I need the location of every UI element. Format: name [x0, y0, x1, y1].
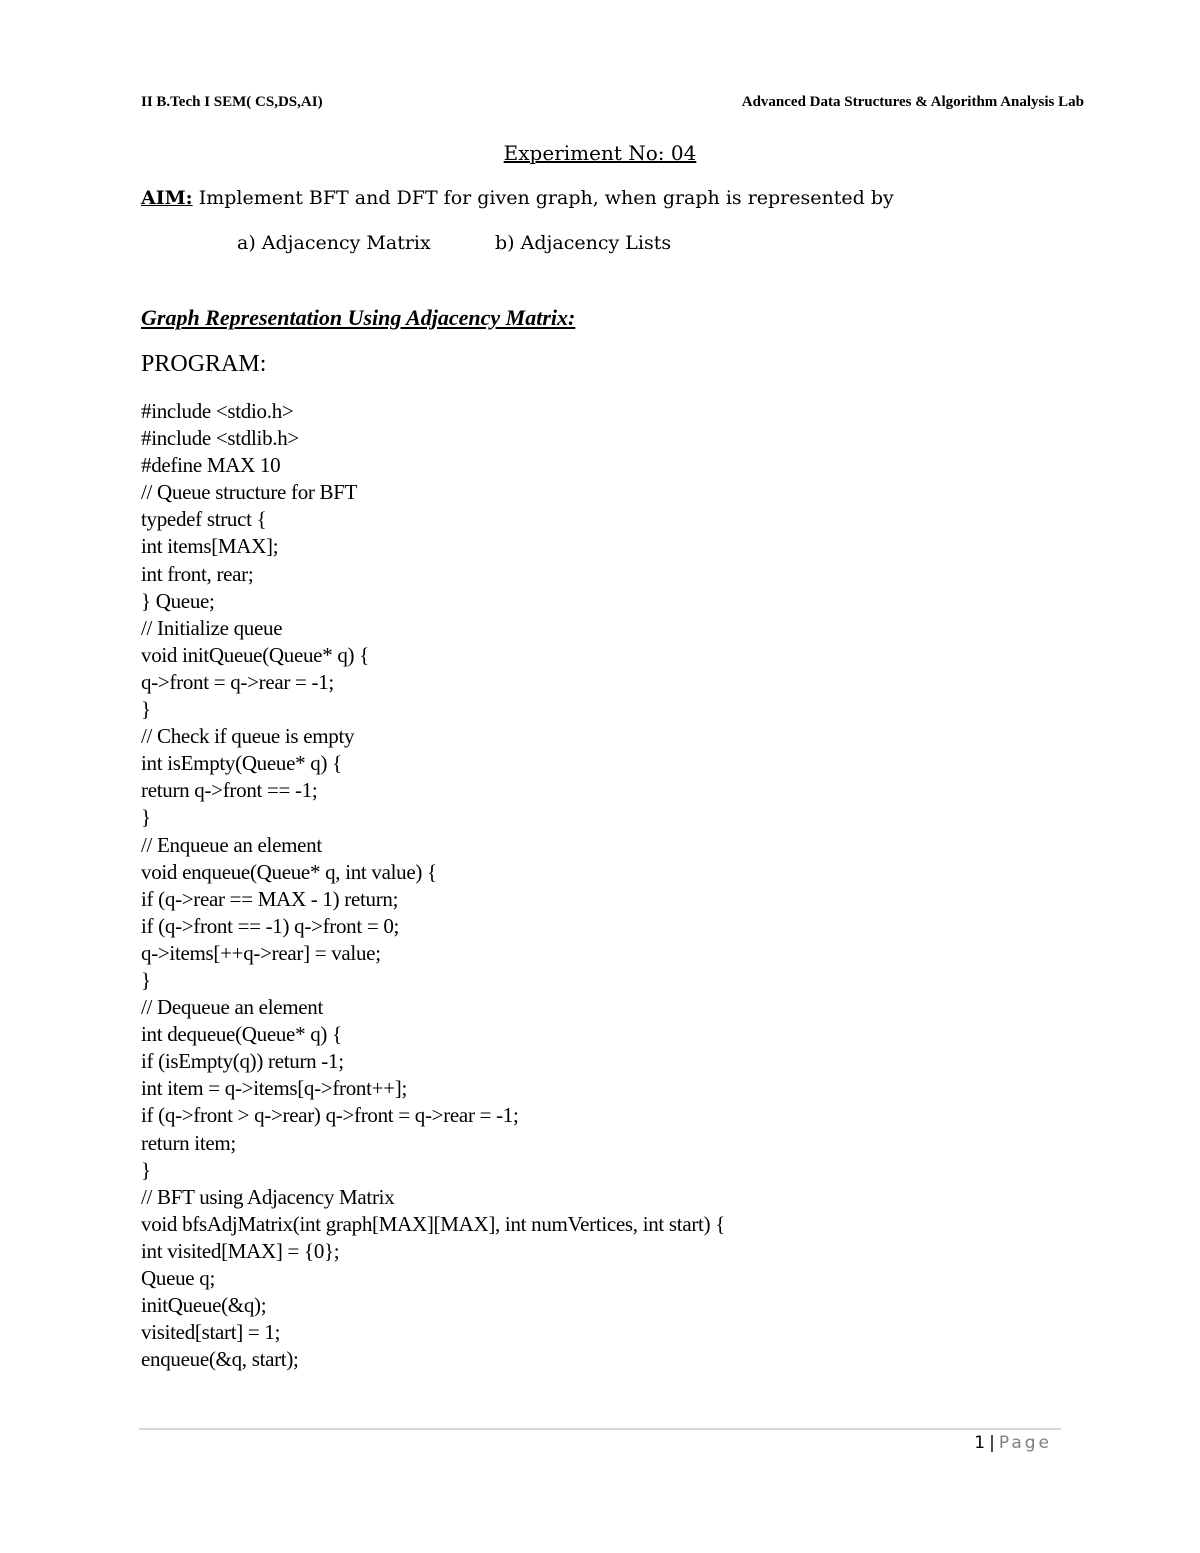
code-block [141, 398, 725, 1373]
aim-text: Implement BFT and DFT for given graph, when graph is represented by [192, 187, 894, 209]
code-line: int front, rear; [141, 561, 254, 586]
code-line: int visited[MAX] = {0}; [141, 1238, 340, 1263]
header-course: II B.Tech I SEM( CS,DS,AI) [141, 94, 323, 110]
code-line: q->items[++q->rear] = value; [141, 940, 381, 965]
code-line: return q->front == -1; [141, 778, 318, 803]
code-line: #include <stdio.h> [141, 399, 294, 423]
code-line: if (q->rear == MAX - 1) return; [141, 886, 399, 911]
code-line: if (q->front == -1) q->front = 0; [141, 913, 400, 938]
option-b: b) Adjacency Lists [495, 232, 672, 254]
code-line: enqueue(&q, start); [141, 1347, 299, 1372]
code-line: visited[start] = 1; [141, 1320, 281, 1345]
code-line: int dequeue(Queue* q) { [141, 1022, 342, 1047]
code-line: } [141, 697, 151, 722]
code-line: } [141, 805, 151, 830]
code-line: void bfsAdjMatrix(int graph[MAX][MAX], int numVertices, int start) { [141, 1211, 725, 1236]
footer-divider [139, 1428, 1061, 1430]
representation-options [237, 232, 672, 254]
code-line: typedef struct { [141, 507, 267, 532]
code-line: // Initialize queue [141, 615, 283, 640]
aim-label: AIM [141, 187, 186, 209]
code-line: // Enqueue an element [141, 832, 322, 857]
page-word: Page [998, 1433, 1052, 1453]
code-line: int item = q->items[q->front++]; [141, 1076, 407, 1101]
section-heading: Graph Representation Using Adjacency Matrix: [141, 305, 576, 330]
code-line: } [141, 967, 151, 992]
code-line: } [141, 1157, 151, 1182]
program-label: PROGRAM: [141, 351, 267, 377]
code-line: void enqueue(Queue* q, int value) { [141, 859, 437, 884]
page-footer [974, 1433, 1052, 1453]
page-number: 1 [974, 1433, 986, 1453]
page-separator: | [989, 1433, 995, 1453]
code-line: // Check if queue is empty [141, 724, 355, 749]
code-line: int items[MAX]; [141, 534, 279, 559]
code-line: // BFT using Adjacency Matrix [141, 1184, 395, 1209]
code-line: return item; [141, 1130, 236, 1155]
code-line: #include <stdlib.h> [141, 426, 299, 451]
code-line: if (isEmpty(q)) return -1; [141, 1049, 344, 1074]
aim-colon: : [185, 187, 193, 209]
code-line: // Queue structure for BFT [141, 480, 358, 505]
option-a: a) Adjacency Matrix [237, 232, 431, 254]
code-line: q->front = q->rear = -1; [141, 669, 334, 694]
code-line: int isEmpty(Queue* q) { [141, 751, 342, 776]
code-line: // Dequeue an element [141, 995, 324, 1020]
experiment-title: Experiment No: 04 [503, 141, 697, 165]
aim-statement [141, 187, 894, 209]
code-line: void initQueue(Queue* q) { [141, 642, 369, 667]
code-line: #define MAX 10 [141, 453, 281, 478]
code-line: if (q->front > q->rear) q->front = q->rear = -1; [141, 1103, 519, 1128]
header-lab-title: Advanced Data Structures & Algorithm Analysis Lab [741, 94, 1084, 110]
code-line: } Queue; [141, 588, 215, 613]
code-line: initQueue(&q); [141, 1293, 267, 1318]
code-line: Queue q; [141, 1266, 215, 1290]
